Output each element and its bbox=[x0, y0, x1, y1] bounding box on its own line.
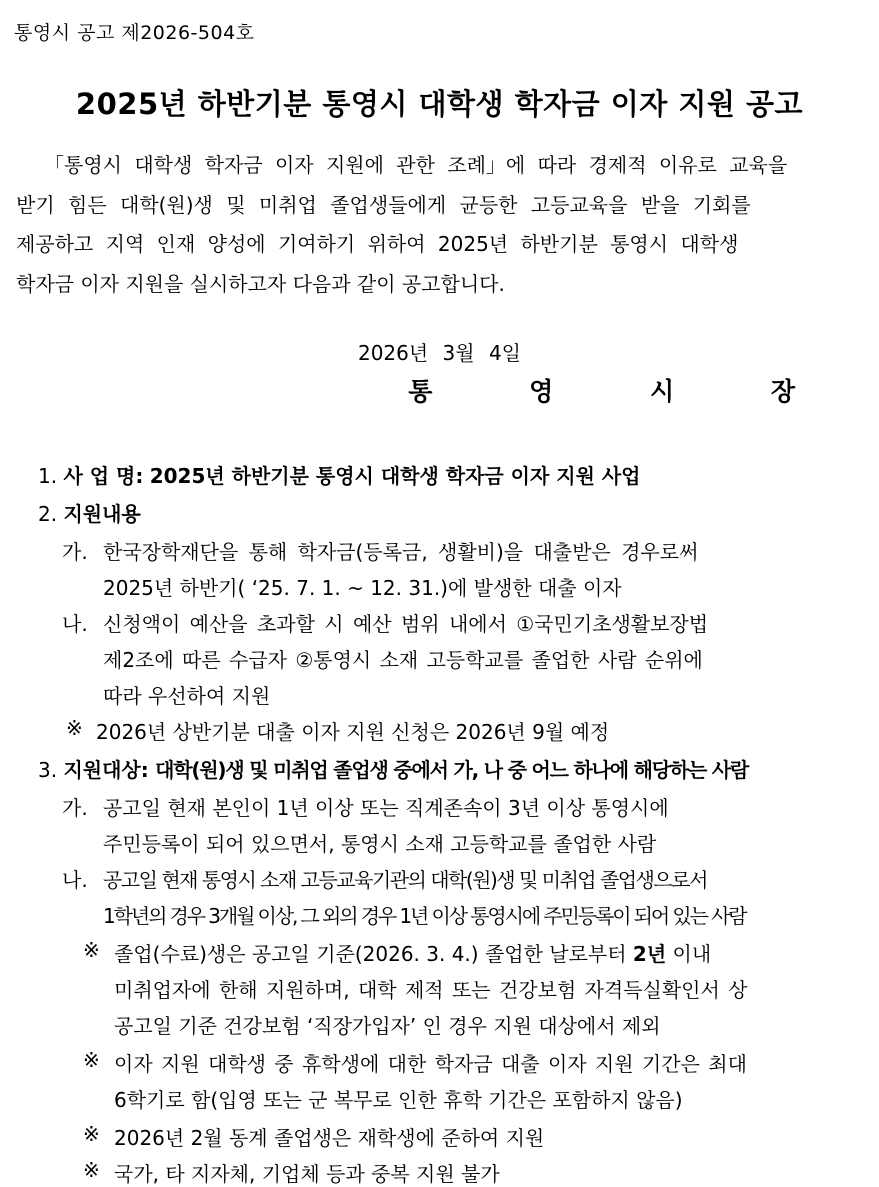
note-marker: ※ bbox=[66, 716, 83, 740]
section-number: 2. bbox=[38, 502, 58, 526]
intro-line: 제공하고 지역 인재 양성에 기여하기 위하여 2025년 하반기분 통영시 대학생 bbox=[16, 232, 739, 256]
section-text: 대학(원)생 및 미취업 졸업생 중에서 가, 나 중 어느 하나에 해당하는 사람 bbox=[155, 758, 749, 782]
list-item-marker: 나. bbox=[62, 612, 88, 636]
note-line: 이자 지원 대학생 중 휴학생에 대한 학자금 대출 이자 지원 기간은 최대 bbox=[114, 1052, 747, 1076]
note-line bbox=[114, 938, 711, 967]
intro-line: 「통영시 대학생 학자금 이자 지원에 관한 조례」에 따라 경제적 이유로 교육을 bbox=[44, 153, 788, 177]
note-line: 공고일 기준 건강보험 ‘직장가입자’ 인 경우 지원 대상에서 제외 bbox=[114, 1014, 661, 1038]
section-number: 3. bbox=[38, 758, 58, 782]
note-text: 이내 bbox=[672, 942, 712, 966]
note-line: 국가, 타 지자체, 기업체 등과 중복 지원 불가 bbox=[114, 1162, 500, 1186]
note-emphasis: 2년 bbox=[632, 942, 667, 966]
list-item: 공고일 현재 통영시 소재 고등교육기관의 대학(원)생 및 미취업 졸업생으로서 bbox=[103, 868, 707, 892]
document-title: 2025년 하반기분 통영시 대학생 학자금 이자 지원 공고 bbox=[75, 87, 804, 121]
notice-date: 2026년 3월 4일 bbox=[357, 341, 522, 365]
note-text: 2026년 상반기분 대출 이자 지원 신청은 2026년 9월 예정 bbox=[96, 720, 610, 744]
list-item: 따라 우선하여 지원 bbox=[103, 684, 271, 708]
list-item: 공고일 현재 본인이 1년 이상 또는 직계존속이 3년 이상 통영시에 bbox=[103, 796, 669, 820]
section-text: 2025년 하반기분 통영시 대학생 학자금 이자 지원 사업 bbox=[149, 464, 641, 488]
note-marker: ※ bbox=[83, 1048, 100, 1072]
section-label: 지원대상: bbox=[63, 758, 149, 782]
notice-number: 통영시 공고 제2026-504호 bbox=[14, 22, 255, 44]
note-line: 6학기로 함(입영 또는 군 복무로 인한 휴학 기간은 포함하지 않음) bbox=[114, 1088, 683, 1112]
list-item-marker: 가. bbox=[62, 796, 88, 820]
intro-line: 학자금 이자 지원을 실시하고자 다음과 같이 공고합니다. bbox=[16, 271, 505, 296]
section-1-heading bbox=[38, 460, 641, 489]
note-text: 졸업(수료)생은 공고일 기준(2026. 3. 4.) 졸업한 날로부터 bbox=[114, 942, 627, 966]
note-marker: ※ bbox=[83, 1158, 100, 1182]
note-marker: ※ bbox=[83, 938, 100, 962]
list-item: 1학년의 경우 3개월 이상, 그 외의 경우 1년 이상 통영시에 주민등록이 되어 있는 사람 bbox=[103, 904, 746, 928]
list-item-marker: 가. bbox=[62, 540, 88, 564]
list-item: 제2조에 따른 수급자 ②통영시 소재 고등학교를 졸업한 사람 순위에 bbox=[103, 648, 703, 672]
list-item: 한국장학재단을 통해 학자금(등록금, 생활비)을 대출받은 경우로써 bbox=[103, 540, 699, 564]
list-item: 주민등록이 되어 있으면서, 통영시 소재 고등학교를 졸업한 사람 bbox=[103, 832, 657, 856]
list-item: 2025년 하반기( ‘25. 7. 1. ~ 12. 31.)에 발생한 대출 이자 bbox=[103, 576, 622, 600]
section-label: 지원내용 bbox=[63, 502, 141, 526]
note-marker: ※ bbox=[83, 1122, 100, 1146]
section-label: 사 업 명: bbox=[63, 464, 144, 488]
intro-paragraph bbox=[16, 146, 864, 304]
section-3-heading bbox=[38, 754, 748, 783]
list-item-marker: 나. bbox=[62, 868, 88, 892]
issuer-signature: 통 영 시 장 bbox=[408, 377, 839, 406]
list-item: 신청액이 예산을 초과할 시 예산 범위 내에서 ①국민기초생활보장법 bbox=[103, 612, 709, 636]
section-2-heading bbox=[38, 498, 141, 527]
note-line: 미취업자에 한해 지원하며, 대학 제적 또는 건강보험 자격득실확인서 상 bbox=[114, 978, 748, 1002]
intro-line: 받기 힘든 대학(원)생 및 미취업 졸업생들에게 균등한 고등교육을 받을 기회를 bbox=[16, 192, 751, 217]
section-number: 1. bbox=[38, 464, 58, 488]
note-line: 2026년 2월 동계 졸업생은 재학생에 준하여 지원 bbox=[114, 1126, 545, 1150]
